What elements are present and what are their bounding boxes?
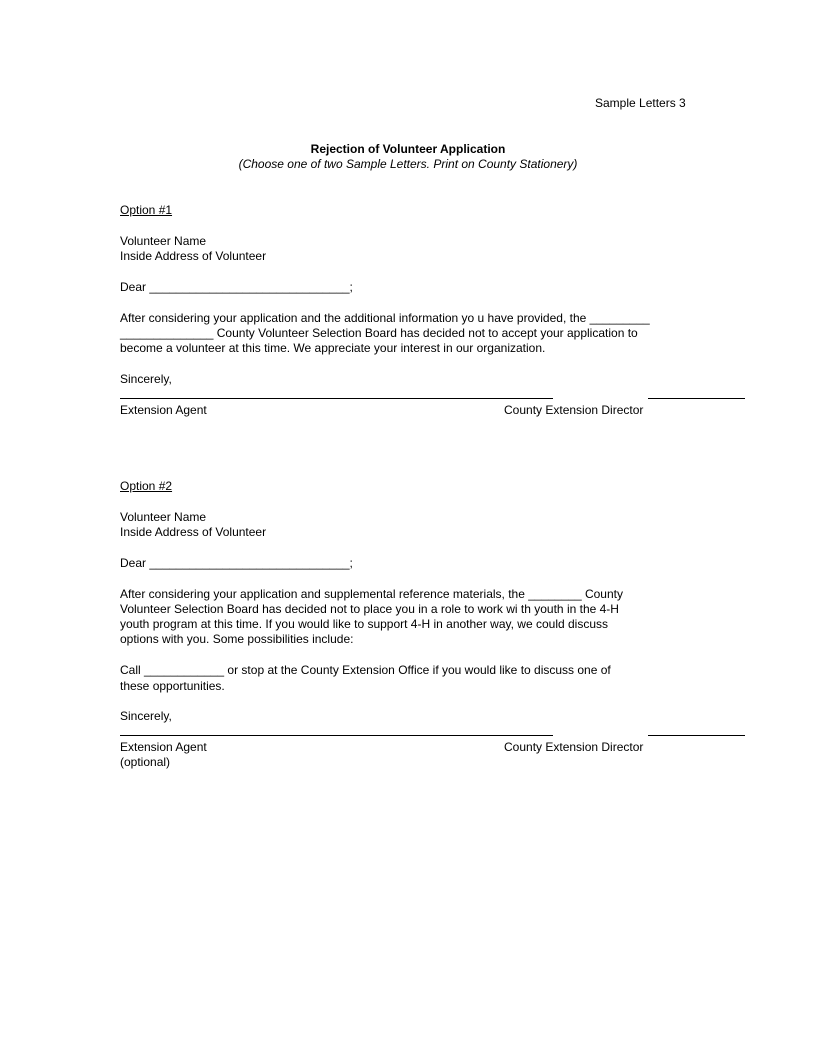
option1-director-signature-line — [648, 398, 745, 399]
option2-closing: Sincerely, — [120, 709, 172, 723]
option2-director-signature-line — [648, 735, 745, 736]
option2-salutation: Dear ______________________________; — [120, 556, 353, 570]
option1-closing: Sincerely, — [120, 372, 172, 386]
option2-heading: Option #2 — [120, 479, 173, 493]
option2-inside-address: Inside Address of Volunteer — [120, 525, 267, 539]
letter-title: Rejection of Volunteer Application — [310, 142, 506, 156]
page-label: Sample Letters 3 — [595, 96, 686, 110]
option1-body-line-1: After considering your application and the additional information yo u have provided, the _________ — [120, 311, 650, 325]
option2-signature-director: County Extension Director — [504, 740, 644, 754]
option1-body-line-3: become a volunteer at this time. We appreciate your interest in our organization. — [120, 341, 546, 355]
option2-body-line-3: youth program at this time. If you would like to support 4-H in another way, we could discuss — [120, 617, 609, 631]
option2-body-line-4: options with you. Some possibilities include: — [120, 632, 354, 646]
option2-body-line-1: After considering your application and supplemental reference materials, the ________ County — [120, 587, 623, 601]
option2-call-line-2: these opportunities. — [120, 679, 225, 693]
option1-signature-director: County Extension Director — [504, 403, 644, 417]
option2-agent-signature-line — [120, 735, 553, 736]
option1-inside-address: Inside Address of Volunteer — [120, 249, 267, 263]
option1-body-line-2: ______________ County Volunteer Selection Board has decided not to accept your application to — [120, 326, 638, 340]
option2-body-line-2: Volunteer Selection Board has decided not to place you in a role to work wi th youth in the 4-H — [120, 602, 619, 616]
option1-signature-agent: Extension Agent — [120, 403, 207, 417]
option2-signature-agent: Extension Agent — [120, 740, 207, 754]
option2-signature-agent-note: (optional) — [120, 755, 171, 769]
option2-call-line-1: Call ____________ or stop at the County Extension Office if you would like to discuss one of — [120, 663, 611, 677]
letter-subtitle: (Choose one of two Sample Letters. Print on County Stationery) — [238, 157, 578, 171]
option1-agent-signature-line — [120, 398, 553, 399]
option1-salutation: Dear ______________________________; — [120, 280, 353, 294]
option2-volunteer-name: Volunteer Name — [120, 510, 207, 524]
option1-volunteer-name: Volunteer Name — [120, 234, 207, 248]
option1-heading: Option #1 — [120, 203, 173, 217]
